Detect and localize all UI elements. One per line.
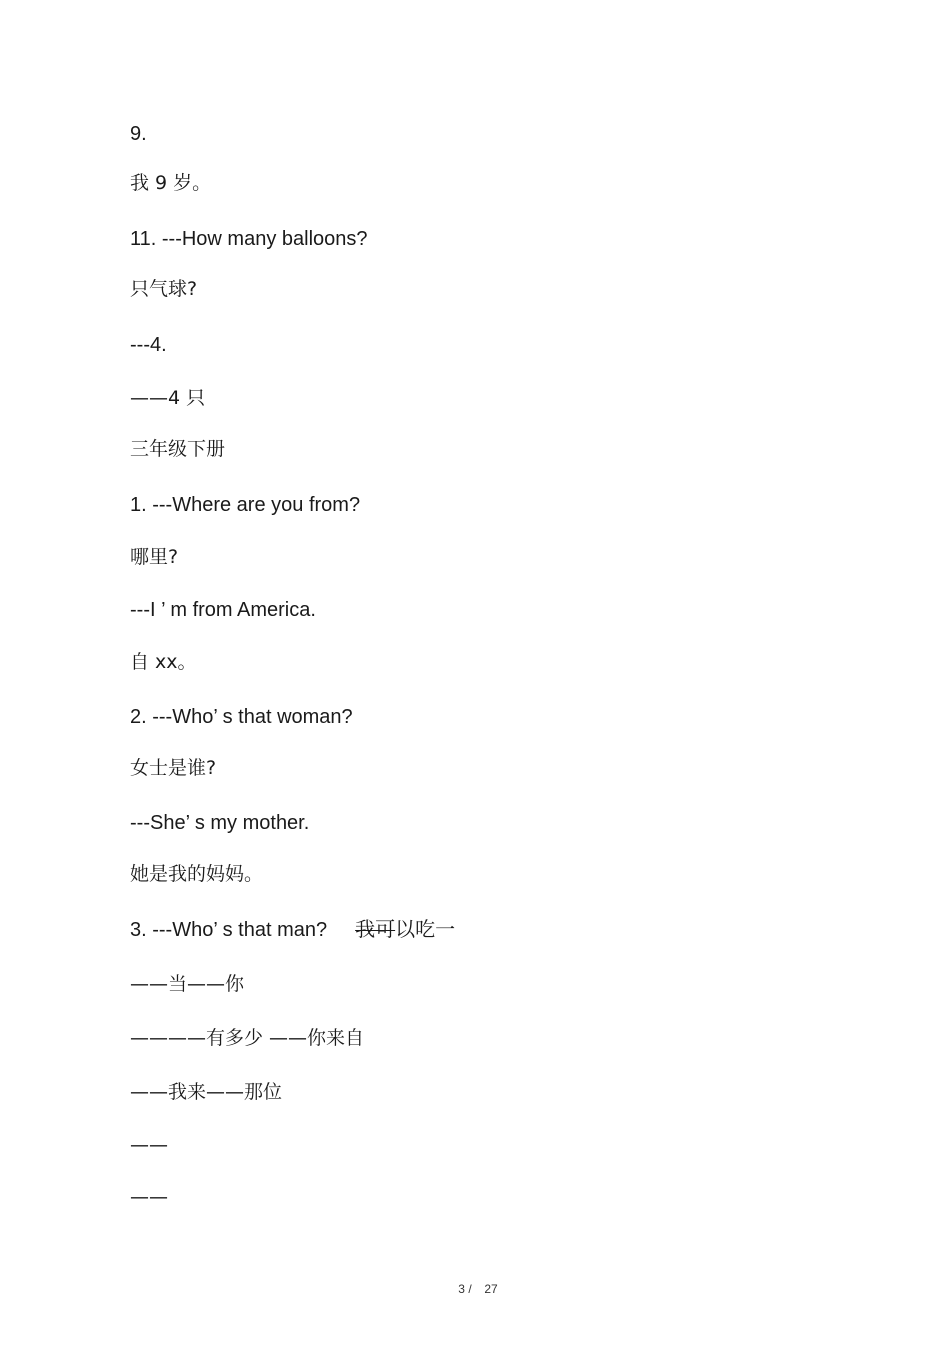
text-line: ——: [130, 1134, 168, 1156]
text-line: ——4 只: [130, 387, 206, 409]
text-line: 只气球?: [130, 278, 198, 300]
text-line: 1. ---Where are you from?: [130, 494, 361, 516]
text-line: 她是我的妈妈。: [130, 863, 264, 885]
text-line-tail: 以吃一: [395, 919, 456, 941]
text-line: ——我来——那位: [130, 1081, 283, 1103]
current-page: 3: [458, 1282, 465, 1296]
text-line-english: 3. ---Who’ s that man?: [130, 919, 328, 941]
page-number: [0, 1282, 950, 1296]
text-line: ---4.: [130, 334, 167, 356]
text-line-with-strike: [130, 918, 455, 942]
section-heading: 三年级下册: [130, 438, 226, 460]
text-line: 哪里?: [130, 546, 179, 568]
text-line: 女士是谁?: [130, 757, 217, 779]
text-line: ---I ’ m from America.: [130, 599, 316, 621]
total-pages: 27: [484, 1282, 498, 1296]
page-separator: /: [468, 1282, 472, 1296]
text-line: 11. ---How many balloons?: [130, 228, 368, 250]
text-line: ——: [130, 1186, 168, 1208]
text-line: 9.: [130, 123, 147, 145]
struck-text: 我可: [355, 919, 396, 941]
text-line: 2. ---Who’ s that woman?: [130, 706, 353, 728]
text-line: ---She’ s my mother.: [130, 812, 310, 834]
text-line: 自 xx。: [130, 651, 197, 673]
text-line: ————有多少 ——你来自: [130, 1027, 365, 1049]
text-line: 我 9 岁。: [130, 172, 212, 194]
text-line: ——当——你: [130, 973, 245, 995]
